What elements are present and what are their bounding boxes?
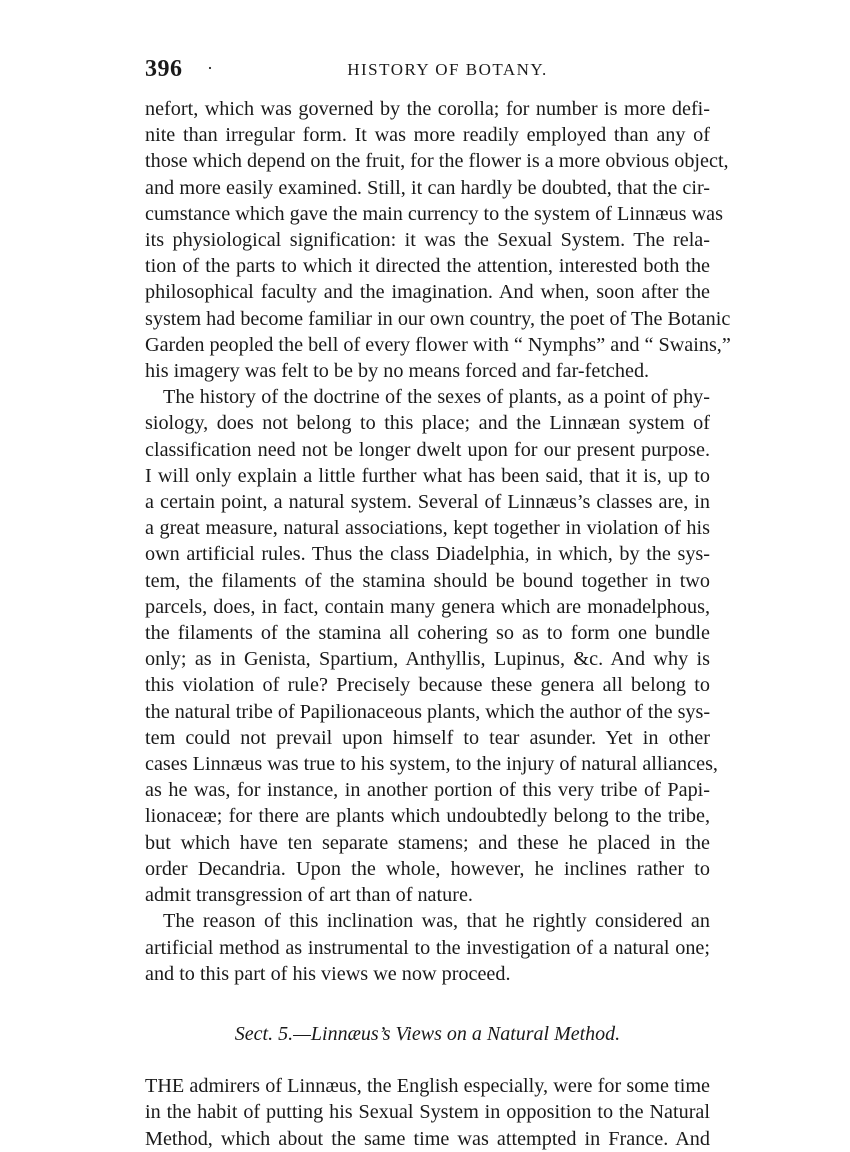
text-line: as he was, for instance, in another portion of this very tribe of Papi- [145, 779, 710, 802]
header-separator: · [207, 58, 214, 78]
page-body [145, 96, 731, 1152]
text-line: THE admirers of Linnæus, the English especially, were for some time [145, 1075, 710, 1098]
text-line: tem could not prevail upon himself to tear asunder. Yet in other [145, 726, 710, 749]
text-line: the natural tribe of Papilionaceous plants, which the author of the sys- [145, 700, 711, 723]
text-line: in the habit of putting his Sexual System in opposition to the Natural [145, 1101, 710, 1124]
text-line: those which depend on the fruit, for the flower is a more obvious object, [145, 150, 729, 173]
text-line: tion of the parts to which it directed the attention, interested both the [145, 255, 710, 278]
text-line: but which have ten separate stamens; and these he placed in the [145, 831, 710, 854]
text-line: lionaceæ; for there are plants which undoubtedly belong to the tribe, [145, 805, 710, 828]
text-line: nefort, which was governed by the corolla; for number is more defi- [145, 98, 710, 120]
text-line: his imagery was felt to be by no means forced and far-fetched. [145, 360, 650, 383]
section-heading: Sect. 5.—Linnæus’s Views on a Natural Method. [234, 1022, 621, 1045]
page-header [145, 56, 710, 92]
text-line: tem, the filaments of the stamina should be bound together in two [145, 569, 710, 592]
text-line: only; as in Genista, Spartium, Anthyllis, Lupinus, &c. And why is [145, 648, 710, 671]
text-line: its physiological signification: it was the Sexual System. The rela- [145, 229, 710, 252]
text-line: cumstance which gave the main currency to the system of Linnæus was [145, 202, 723, 225]
text-line: The reason of this inclination was, that he rightly considered an [163, 910, 710, 933]
running-head: HISTORY OF BOTANY. [347, 60, 548, 79]
text-line: this violation of rule? Precisely because these genera all belong to [145, 674, 710, 697]
text-line: parcels, does, in fact, contain many genera which are monadelphous, [145, 595, 710, 618]
text-line: Method, which about the same time was attempted in France. And [145, 1127, 710, 1150]
text-line: classification need not be longer dwelt upon for our present purpose. [145, 438, 710, 461]
text-line: a certain point, a natural system. Several of Linnæus’s classes are, in [145, 491, 710, 514]
paragraph-1 [145, 96, 731, 384]
text-line: own artificial rules. Thus the class Diadelphia, in which, by the sys- [145, 543, 710, 566]
text-line: siology, does not belong to this place; and the Linnæan system of [145, 412, 710, 435]
text-line: I will only explain a little further what has been said, that it is, up to [145, 464, 710, 487]
paragraph-2 [145, 384, 718, 908]
text-line: the filaments of the stamina all cohering so as to form one bundle [145, 622, 710, 645]
text-line: and more easily examined. Still, it can hardly be doubted, that the cir- [145, 176, 710, 199]
text-line: cases Linnæus was true to his system, to the injury of natural alliances, [145, 753, 718, 776]
page-number: 396 [145, 56, 183, 82]
text-line: and to this part of his views we now proceed. [145, 962, 511, 985]
text-line: system had become familiar in our own country, the poet of The Botanic [145, 307, 731, 330]
text-line: order Decandria. Upon the whole, however, he inclines rather to [145, 857, 710, 880]
text-line: philosophical faculty and the imagination. And when, soon after the [145, 281, 710, 304]
text-line: The history of the doctrine of the sexes of plants, as a point of phy- [163, 386, 710, 409]
text-line: artificial method as instrumental to the investigation of a natural one; [145, 936, 710, 959]
text-line: admit transgression of art than of nature. [145, 884, 473, 907]
paragraph-3 [145, 908, 710, 987]
paragraph-4 [145, 1073, 710, 1152]
text-line: a great measure, natural associations, kept together in violation of his [145, 517, 710, 540]
text-line: nite than irregular form. It was more readily employed than any of [145, 124, 710, 147]
text-line: Garden peopled the bell of every flower with “ Nymphs” and “ Swains,” [145, 333, 731, 356]
